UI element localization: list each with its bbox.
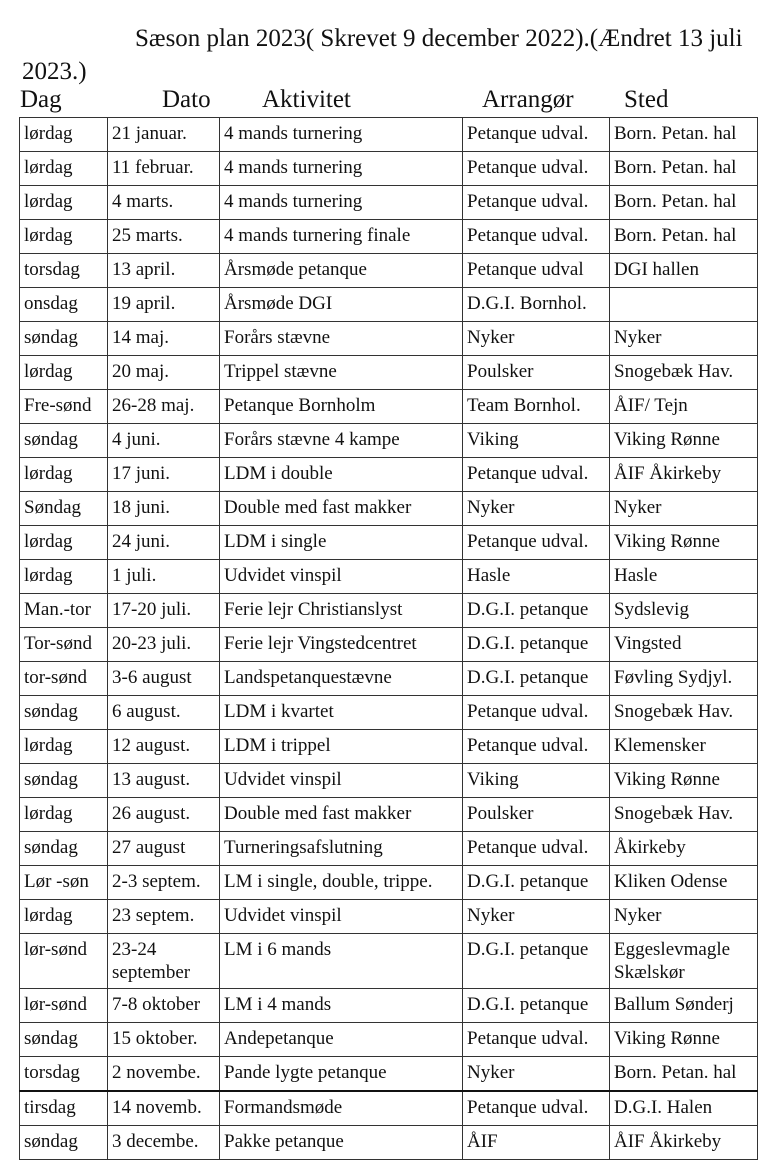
cell-arrangor: Poulsker (463, 356, 610, 390)
header-sted: Sted (624, 86, 669, 113)
cell-dato: 27 august (108, 832, 220, 866)
cell-dag: søndag (20, 832, 108, 866)
cell-arrangor: Team Bornhol. (463, 390, 610, 424)
cell-dag: lørdag (20, 118, 108, 152)
cell-arrangor: Petanque udval. (463, 696, 610, 730)
cell-sted: Snogebæk Hav. (610, 356, 758, 390)
cell-arrangor: Poulsker (463, 798, 610, 832)
cell-dag: torsdag (20, 1057, 108, 1092)
cell-sted: Nyker (610, 900, 758, 934)
cell-dato: 19 april. (108, 288, 220, 322)
cell-aktivitet: Årsmøde petanque (220, 254, 463, 288)
cell-sted: D.G.I. Halen (610, 1091, 758, 1126)
cell-arrangor: Petanque udval. (463, 118, 610, 152)
season-plan-table (19, 117, 758, 1160)
cell-arrangor: Nyker (463, 900, 610, 934)
cell-dato: 3 decembe. (108, 1126, 220, 1160)
cell-dato: 14 novemb. (108, 1091, 220, 1126)
cell-dato: 3-6 august (108, 662, 220, 696)
cell-aktivitet: Forårs stævne (220, 322, 463, 356)
cell-aktivitet: LM i single, double, trippe. (220, 866, 463, 900)
cell-aktivitet: Pande lygte petanque (220, 1057, 463, 1092)
cell-dato: 25 marts. (108, 220, 220, 254)
cell-dato: 21 januar. (108, 118, 220, 152)
cell-arrangor: ÅIF (463, 1126, 610, 1160)
table-row (20, 220, 758, 254)
table-row (20, 458, 758, 492)
header-arrangor: Arrangør (482, 86, 574, 113)
cell-aktivitet: LM i 4 mands (220, 989, 463, 1023)
cell-dato: 26-28 maj. (108, 390, 220, 424)
document-title: Sæson plan 2023( Skrevet 9 december 2022).(Ændret 13 juli 2023.) (22, 25, 743, 85)
cell-sted: Hasle (610, 560, 758, 594)
table-row (20, 390, 758, 424)
header-dag: Dag (20, 86, 62, 113)
cell-aktivitet: Ferie lejr Vingstedcentret (220, 628, 463, 662)
table-row (20, 322, 758, 356)
cell-arrangor: Nyker (463, 492, 610, 526)
cell-dag: søndag (20, 424, 108, 458)
cell-dag: lørdag (20, 798, 108, 832)
cell-arrangor: Petanque udval. (463, 152, 610, 186)
cell-arrangor: Petanque udval. (463, 458, 610, 492)
cell-dag: Lør -søn (20, 866, 108, 900)
table-row (20, 288, 758, 322)
cell-dato: 23 septem. (108, 900, 220, 934)
cell-sted: Vingsted (610, 628, 758, 662)
cell-arrangor: Petanque udval. (463, 220, 610, 254)
cell-dag: Søndag (20, 492, 108, 526)
cell-dag: Man.-tor (20, 594, 108, 628)
cell-arrangor: Petanque udval. (463, 526, 610, 560)
cell-dag: Tor-sønd (20, 628, 108, 662)
cell-dato: 20 maj. (108, 356, 220, 390)
cell-arrangor: Hasle (463, 560, 610, 594)
cell-dato: 2 novembe. (108, 1057, 220, 1092)
cell-sted: Åkirkeby (610, 832, 758, 866)
cell-arrangor: Petanque udval. (463, 730, 610, 764)
cell-aktivitet: Udvidet vinspil (220, 900, 463, 934)
table-row (20, 832, 758, 866)
table-row (20, 730, 758, 764)
cell-aktivitet: Petanque Bornholm (220, 390, 463, 424)
cell-aktivitet: LDM i single (220, 526, 463, 560)
cell-aktivitet: LM i 6 mands (220, 934, 463, 989)
table-row (20, 866, 758, 900)
cell-dag: tor-sønd (20, 662, 108, 696)
cell-dag: lørdag (20, 560, 108, 594)
cell-sted: ÅIF/ Tejn (610, 390, 758, 424)
cell-sted: Viking Rønne (610, 526, 758, 560)
cell-dag: tirsdag (20, 1091, 108, 1126)
cell-sted (610, 288, 758, 322)
cell-dato: 11 februar. (108, 152, 220, 186)
cell-dag: søndag (20, 1126, 108, 1160)
cell-dato: 13 august. (108, 764, 220, 798)
cell-dato: 4 marts. (108, 186, 220, 220)
cell-aktivitet: Andepetanque (220, 1023, 463, 1057)
cell-arrangor: D.G.I. petanque (463, 594, 610, 628)
cell-arrangor: D.G.I. petanque (463, 662, 610, 696)
cell-dato: 7-8 oktober (108, 989, 220, 1023)
cell-arrangor: D.G.I. petanque (463, 866, 610, 900)
cell-sted: Eggeslevmagle Skælskør (610, 934, 758, 989)
cell-sted: Viking Rønne (610, 764, 758, 798)
cell-dato: 15 oktober. (108, 1023, 220, 1057)
table-row (20, 594, 758, 628)
cell-aktivitet: Pakke petanque (220, 1126, 463, 1160)
cell-sted: Viking Rønne (610, 1023, 758, 1057)
cell-dato: 18 juni. (108, 492, 220, 526)
cell-dato: 20-23 juli. (108, 628, 220, 662)
cell-aktivitet: Ferie lejr Christianslyst (220, 594, 463, 628)
table-row (20, 696, 758, 730)
cell-sted: Born. Petan. hal (610, 1057, 758, 1092)
cell-sted: Snogebæk Hav. (610, 696, 758, 730)
header-dato: Dato (162, 86, 211, 113)
cell-aktivitet: Turneringsafslutning (220, 832, 463, 866)
cell-dato: 6 august. (108, 696, 220, 730)
cell-sted: Viking Rønne (610, 424, 758, 458)
table-row (20, 764, 758, 798)
header-aktivitet: Aktivitet (262, 86, 351, 113)
cell-dag: lør-sønd (20, 989, 108, 1023)
cell-aktivitet: Forårs stævne 4 kampe (220, 424, 463, 458)
table-row (20, 356, 758, 390)
table-row (20, 662, 758, 696)
cell-dag: onsdag (20, 288, 108, 322)
cell-sted: Kliken Odense (610, 866, 758, 900)
cell-aktivitet: LDM i kvartet (220, 696, 463, 730)
cell-sted: Klemensker (610, 730, 758, 764)
cell-arrangor: Petanque udval. (463, 1023, 610, 1057)
table-row (20, 492, 758, 526)
cell-aktivitet: Landspetanquestævne (220, 662, 463, 696)
cell-arrangor: Viking (463, 764, 610, 798)
cell-aktivitet: Årsmøde DGI (220, 288, 463, 322)
cell-aktivitet: Double med fast makker (220, 492, 463, 526)
cell-arrangor: Nyker (463, 322, 610, 356)
cell-aktivitet: 4 mands turnering finale (220, 220, 463, 254)
cell-aktivitet: Udvidet vinspil (220, 764, 463, 798)
cell-dag: søndag (20, 322, 108, 356)
cell-arrangor: Petanque udval. (463, 832, 610, 866)
table-row (20, 934, 758, 989)
cell-dato: 17-20 juli. (108, 594, 220, 628)
cell-dag: lørdag (20, 458, 108, 492)
table-row (20, 1126, 758, 1160)
cell-dato: 23-24 september (108, 934, 220, 989)
cell-sted: Føvling Sydjyl. (610, 662, 758, 696)
cell-dato: 17 juni. (108, 458, 220, 492)
cell-dato: 12 august. (108, 730, 220, 764)
cell-aktivitet: 4 mands turnering (220, 186, 463, 220)
cell-sted: Born. Petan. hal (610, 118, 758, 152)
table-row (20, 989, 758, 1023)
cell-dato: 13 april. (108, 254, 220, 288)
cell-dato: 4 juni. (108, 424, 220, 458)
cell-dag: torsdag (20, 254, 108, 288)
table-row (20, 254, 758, 288)
table-row (20, 424, 758, 458)
column-header-row (0, 86, 778, 116)
table-row (20, 1023, 758, 1057)
cell-dato: 26 august. (108, 798, 220, 832)
cell-dag: lørdag (20, 220, 108, 254)
cell-arrangor: Petanque udval. (463, 186, 610, 220)
cell-sted: Nyker (610, 322, 758, 356)
cell-arrangor: Viking (463, 424, 610, 458)
cell-dato: 14 maj. (108, 322, 220, 356)
table-row (20, 526, 758, 560)
cell-arrangor: Nyker (463, 1057, 610, 1092)
cell-arrangor: D.G.I. Bornhol. (463, 288, 610, 322)
cell-dag: lørdag (20, 186, 108, 220)
table-row (20, 628, 758, 662)
cell-aktivitet: 4 mands turnering (220, 118, 463, 152)
cell-aktivitet: Udvidet vinspil (220, 560, 463, 594)
table-row (20, 1057, 758, 1092)
table-row (20, 1091, 758, 1126)
cell-sted: Snogebæk Hav. (610, 798, 758, 832)
cell-sted: ÅIF Åkirkeby (610, 1126, 758, 1160)
table-row (20, 798, 758, 832)
cell-dato: 2-3 septem. (108, 866, 220, 900)
table-row (20, 186, 758, 220)
table-body (20, 118, 758, 1160)
table-row (20, 118, 758, 152)
cell-arrangor: Petanque udval (463, 254, 610, 288)
cell-sted: DGI hallen (610, 254, 758, 288)
table-row (20, 152, 758, 186)
cell-aktivitet: 4 mands turnering (220, 152, 463, 186)
table-row (20, 900, 758, 934)
cell-dag: lørdag (20, 526, 108, 560)
cell-dag: lør-sønd (20, 934, 108, 989)
cell-arrangor: Petanque udval. (463, 1091, 610, 1126)
cell-aktivitet: Double med fast makker (220, 798, 463, 832)
cell-sted: ÅIF Åkirkeby (610, 458, 758, 492)
cell-dag: søndag (20, 1023, 108, 1057)
cell-dag: lørdag (20, 900, 108, 934)
cell-dato: 1 juli. (108, 560, 220, 594)
cell-sted: Born. Petan. hal (610, 152, 758, 186)
cell-aktivitet: Formandsmøde (220, 1091, 463, 1126)
cell-dag: lørdag (20, 356, 108, 390)
cell-dato: 24 juni. (108, 526, 220, 560)
cell-aktivitet: LDM i trippel (220, 730, 463, 764)
cell-sted: Sydslevig (610, 594, 758, 628)
cell-sted: Ballum Sønderj (610, 989, 758, 1023)
cell-dag: Fre-sønd (20, 390, 108, 424)
cell-arrangor: D.G.I. petanque (463, 934, 610, 989)
cell-aktivitet: LDM i double (220, 458, 463, 492)
cell-aktivitet: Trippel stævne (220, 356, 463, 390)
cell-sted: Nyker (610, 492, 758, 526)
cell-dag: søndag (20, 696, 108, 730)
cell-arrangor: D.G.I. petanque (463, 628, 610, 662)
table-row (20, 560, 758, 594)
cell-dag: søndag (20, 764, 108, 798)
cell-arrangor: D.G.I. petanque (463, 989, 610, 1023)
cell-dag: lørdag (20, 152, 108, 186)
cell-dag: lørdag (20, 730, 108, 764)
cell-sted: Born. Petan. hal (610, 186, 758, 220)
cell-sted: Born. Petan. hal (610, 220, 758, 254)
